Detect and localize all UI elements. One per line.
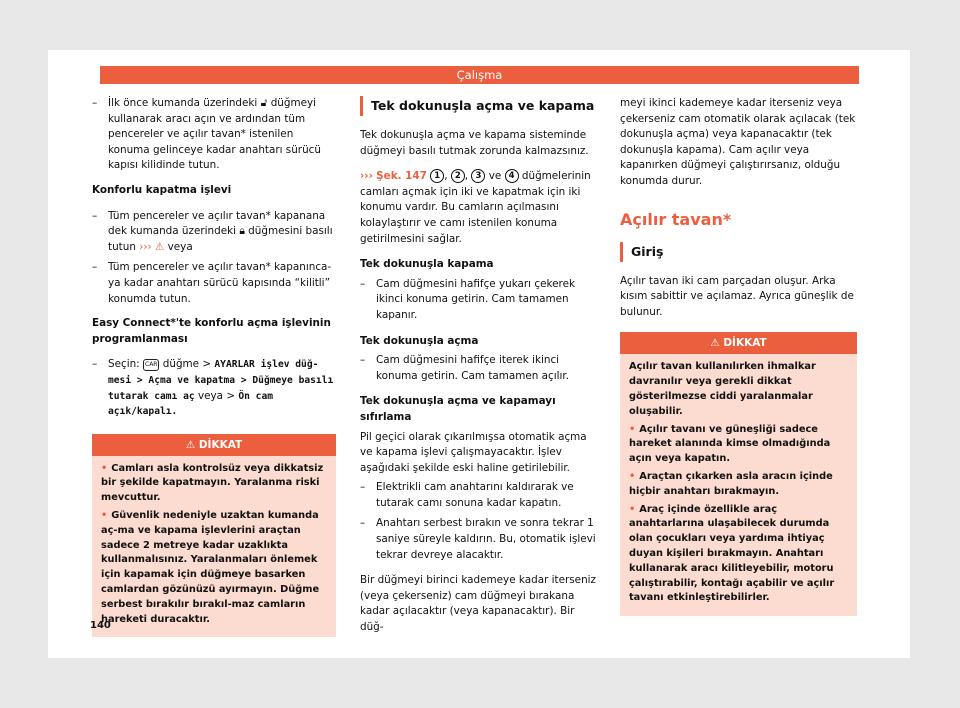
warning-body xyxy=(620,354,857,616)
callout-number: 4 xyxy=(505,169,519,183)
warning-triangle-icon: ⚠ xyxy=(185,438,196,451)
heading-comfort-close: Konforlu kapatma işlevi xyxy=(92,183,232,196)
warning-box xyxy=(92,434,336,638)
warning-intro: Açılır tavan kullanılırken ihmalkar davranılır veya gerekli dikkat gösterilmezse ciddi yaralanmalar oluşabilir. xyxy=(629,361,816,417)
chapter-header: Çalışma xyxy=(100,66,859,84)
figure-reference-link[interactable]: Şek. 147 xyxy=(376,170,427,183)
callout-number: 2 xyxy=(451,169,465,183)
list-item: – Cam düğmesini hafifçe yukarı çekerek ikinci konuma getirin. Cam tamamen kapanır. xyxy=(360,277,600,324)
paragraph: meyi ikinci kademeye kadar iterseniz veya çekerseniz cam otomatik olarak açılacak (tek dokunuşla açma) veya kapanacaktır (tek dokunuşla kapama). Cam açılır veya kapanırken düğmeyi çalıştırırsanız, olduğu konumda durur. xyxy=(620,97,856,187)
heading-one-touch-open: Tek dokunuşla açma xyxy=(360,334,479,347)
paragraph: ››› Şek. 147 1 , 2 , 3 ve 4 düğmelerinin camları açmak için iki ve kapatmak için iki konumu vardır. Bu camların açılmasını kolaylaştırır ve camı istenilen konuma getirilmesini sağlar. xyxy=(360,170,591,245)
column-middle xyxy=(360,96,600,646)
section-title-sunroof: Açılır tavan* xyxy=(620,209,732,229)
warning-body xyxy=(92,456,336,638)
warning-box xyxy=(620,332,857,616)
warning-header: ⚠ DİKKAT xyxy=(620,332,857,354)
paragraph: Açılır tavan iki cam parçadan oluşur. Arka kısım sabittir ve açılamaz. Ayrıca güneşlik de bulunur. xyxy=(620,274,854,318)
warning-item: • Araçtan çıkarken asla aracın içinde hiçbir anahtarı bırakmayın. xyxy=(629,470,848,500)
list-item: – Tüm pencereler ve açılır tavan* kapanana dek kumanda üzerindeki 🔒︎ düğmesini basılı tutun ››› ⚠ veya xyxy=(92,209,336,256)
warning-triangle-icon: ⚠ xyxy=(155,240,165,253)
warning-item: • Araç içinde özellikle araç anahtarlarına ulaşabilecek durumda olan çocukları veya yardıma ihtiyaç duyan kişileri bırakmayın. Anahtarı kullanarak aracı kilitleyebilir, motoru çalıştırabilir, kontağı açabilir ve açılır tavanı etkinleştirebilirler. xyxy=(629,503,848,607)
list-item: – Tüm pencereler ve açılır tavan* kapanınca-ya kadar anahtarı sürücü kapısında “kilitli” konumda tutun. xyxy=(92,260,336,307)
callout-number: 3 xyxy=(471,169,485,183)
list-item: – Seçin: CAR düğme > AYARLAR işlev düğ-mesi > Açma ve kapatma > Düğmeye basılı tutarak camı aç veya > Ön cam açık/kapalı. xyxy=(92,357,336,419)
heading-easy-connect: Easy Connect*'te konforlu açma işlevinin programlanması xyxy=(92,317,331,345)
page-number: 140 xyxy=(90,620,111,631)
lock-icon: 🔒︎ xyxy=(239,225,245,238)
paragraph: Bir düğmeyi birinci kademeye kadar iterseniz (veya çekerseniz) cam düğmeyi bırakana kadar açılacaktır (veya kapanacaktır). Bir düğ- xyxy=(360,574,596,634)
lock-icon: 🔓︎ xyxy=(260,97,268,109)
column-right xyxy=(620,96,857,616)
list-item: – Elektrikli cam anahtarını kaldırarak ve tutarak camı sonuna kadar kapatın. xyxy=(360,480,600,511)
paragraph: Tek dokunuşla açma ve kapama sisteminde düğmeyi basılı tutmak zorunda kalmazsınız. xyxy=(360,129,589,157)
list-item: – İlk önce kumanda üzerindeki 🔓︎ düğmeyi kullanarak aracı açın ve ardından tüm pencereler ve açılır tavan* istenilen konuma gelinceye kadar anahtarı sürücü kapısı kilidinde tutun. xyxy=(92,96,336,174)
section-title: Tek dokunuşla açma ve kapama xyxy=(360,96,600,116)
heading-reset: Tek dokunuşla açma ve kapamayı sıfırlama xyxy=(360,395,556,423)
warning-item: • Camları asla kontrolsüz veya dikkatsiz bir şekilde kapatmayın. Yaralanma riski mevcuttur. xyxy=(101,462,327,506)
ref-arrow: ››› xyxy=(139,240,152,253)
warning-triangle-icon: ⚠ xyxy=(710,337,720,350)
subsection-title: Giriş xyxy=(620,242,857,262)
warning-header: ⚠ DİKKAT xyxy=(92,434,336,456)
warning-item: • Açılır tavanı ve güneşliği sadece hareket alanında kimse olmadığında açın veya kapatın. xyxy=(629,423,848,467)
callout-number: 1 xyxy=(430,169,444,183)
car-menu-icon: CAR xyxy=(143,359,159,371)
paragraph: Pil geçici olarak çıkarılmışsa otomatik açma ve kapama işlevi çalışmayacaktır. İşlev aşağıdaki şekilde eski haline getirilebilir. xyxy=(360,430,587,474)
heading-one-touch-close: Tek dokunuşla kapama xyxy=(360,258,494,271)
list-item: – Cam düğmesini hafifçe iterek ikinci konuma getirin. Cam tamamen açılır. xyxy=(360,353,600,384)
list-item: – Anahtarı serbest bırakın ve sonra tekrar 1 saniye süreyle kaldırın. Bu, otomatik işlevi tekrar devreye alacaktır. xyxy=(360,516,600,563)
column-left xyxy=(92,96,336,637)
warning-item: • Güvenlik nedeniyle uzaktan kumanda aç-ma ve kapama işlevlerini araçtan sadece 2 metreye kadar uzaklıkta kullanmalısınız. Yaralanmaları önlemek için kapamak için düğmeye basarken camlardan gözünüzü ayırmayın. Düğme serbest bırakılır bırakıl-maz camların hareketi duracaktır. xyxy=(101,509,327,627)
